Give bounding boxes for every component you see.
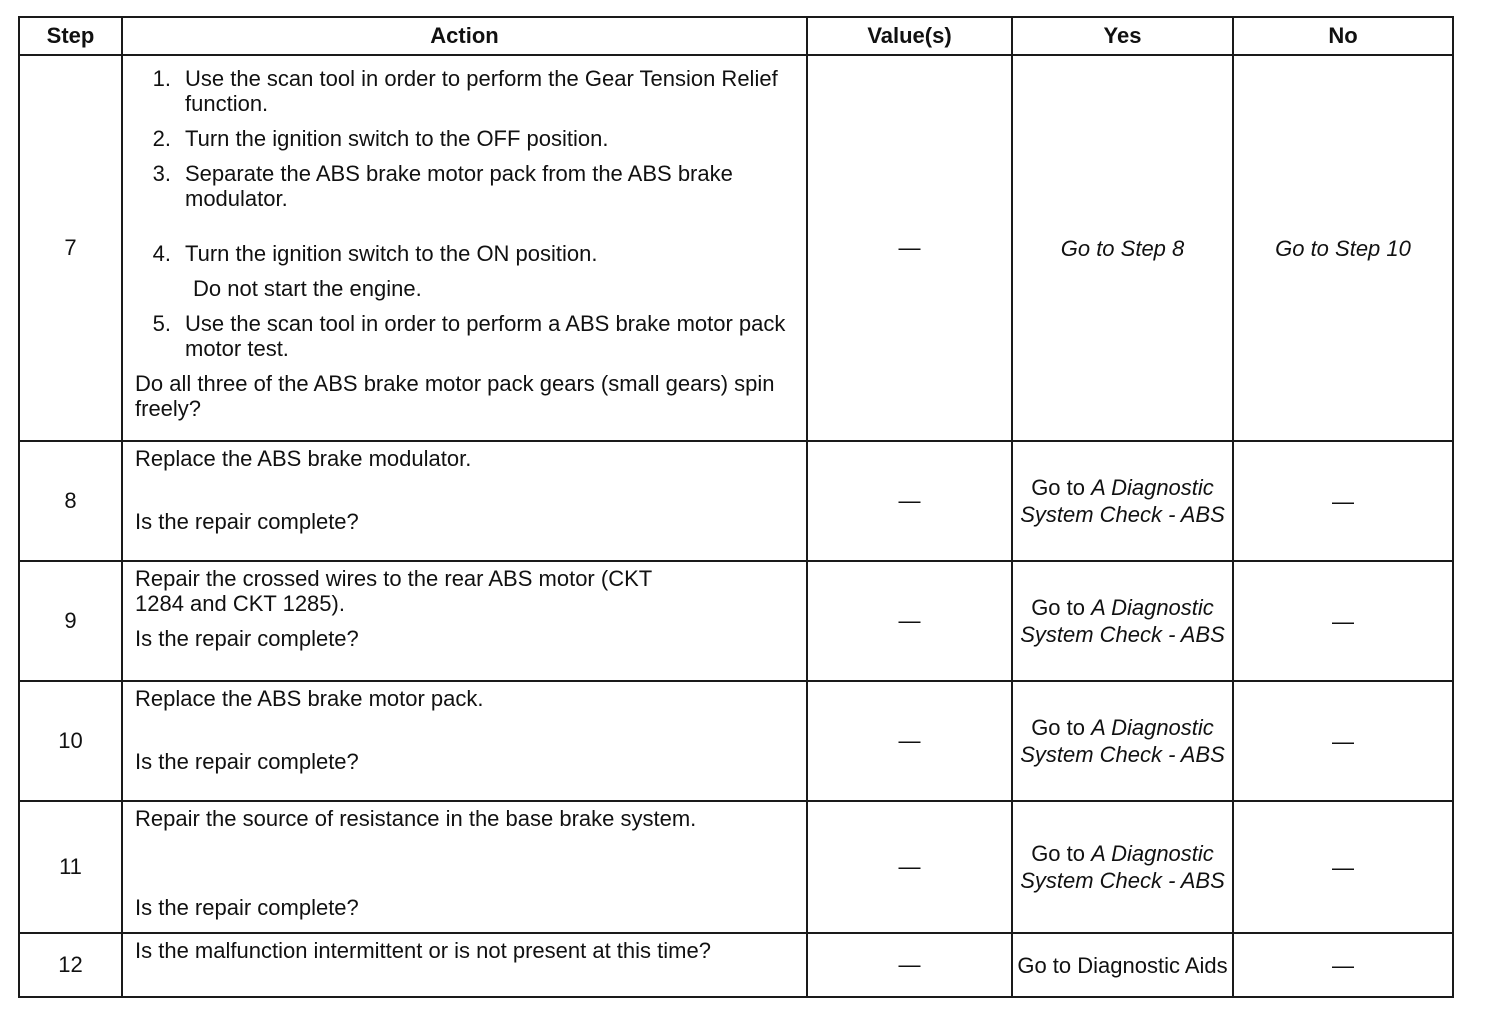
action-cell bbox=[122, 561, 807, 681]
table-row bbox=[19, 681, 1453, 801]
yes-goto-link[interactable]: Go to Step 8 bbox=[1012, 55, 1233, 441]
action-text: Repair the crossed wires to the rear ABS motor (CKT 1284 and CKT 1285). bbox=[135, 566, 652, 616]
yes-goto-link[interactable]: A Diagnostic System Check - ABS bbox=[1020, 595, 1225, 647]
question-text: Is the repair complete? bbox=[135, 626, 359, 651]
list-item: 5. Use the scan tool in order to perform a ABS brake motor pack motor test. bbox=[152, 311, 786, 361]
step-number: 12 bbox=[19, 933, 122, 997]
question-text: Is the repair complete? bbox=[135, 749, 359, 774]
action-cell bbox=[122, 933, 807, 997]
action-text: Replace the ABS brake modulator. bbox=[135, 446, 472, 471]
action-text: Repair the source of resistance in the base brake system. bbox=[135, 806, 697, 831]
action-text: Replace the ABS brake motor pack. bbox=[135, 686, 484, 711]
yes-goto-link[interactable]: A Diagnostic System Check - ABS bbox=[1020, 841, 1225, 893]
no-cell: — bbox=[1233, 441, 1453, 561]
yes-text: Go to Diagnostic Aids bbox=[1017, 952, 1228, 978]
table-row bbox=[19, 561, 1453, 681]
value-cell: — bbox=[807, 681, 1012, 801]
header-no: No bbox=[1233, 17, 1453, 55]
step-number: 7 bbox=[19, 55, 122, 441]
value-cell: — bbox=[807, 55, 1012, 441]
yes-goto-link[interactable] bbox=[1012, 933, 1233, 997]
yes-prefix: Go to bbox=[1031, 595, 1092, 620]
table-row bbox=[19, 933, 1453, 997]
value-cell: — bbox=[807, 561, 1012, 681]
step-number: 9 bbox=[19, 561, 122, 681]
question-text: Is the repair complete? bbox=[135, 895, 359, 920]
yes-goto-link[interactable]: A Diagnostic System Check - ABS bbox=[1020, 715, 1225, 767]
no-goto-link[interactable]: Go to Step 10 bbox=[1233, 55, 1453, 441]
action-cell bbox=[122, 441, 807, 561]
list-item: 1. Use the scan tool in order to perform the Gear Tension Relief function. bbox=[152, 66, 778, 116]
no-cell: — bbox=[1233, 561, 1453, 681]
value-cell: — bbox=[807, 801, 1012, 933]
no-cell: — bbox=[1233, 933, 1453, 997]
action-cell bbox=[122, 801, 807, 933]
step-number: 10 bbox=[19, 681, 122, 801]
list-item: 3. Separate the ABS brake motor pack from the ABS brake modulator. bbox=[152, 161, 733, 211]
header-step: Step bbox=[19, 17, 122, 55]
table-row bbox=[19, 801, 1453, 933]
value-cell: — bbox=[807, 441, 1012, 561]
question-text: Is the repair complete? bbox=[135, 509, 359, 534]
table-row bbox=[19, 441, 1453, 561]
header-row bbox=[19, 17, 1453, 55]
no-cell: — bbox=[1233, 801, 1453, 933]
list-item: 2. Turn the ignition switch to the OFF position. bbox=[152, 126, 609, 151]
table-row bbox=[19, 55, 1453, 441]
action-cell bbox=[122, 55, 807, 441]
yes-cell bbox=[1012, 441, 1233, 561]
question-text: Do all three of the ABS brake motor pack gears (small gears) spin freely? bbox=[135, 371, 775, 421]
step-number: 8 bbox=[19, 441, 122, 561]
diagnostic-table bbox=[18, 16, 1454, 998]
yes-cell bbox=[1012, 561, 1233, 681]
header-values: Value(s) bbox=[807, 17, 1012, 55]
action-steps-list bbox=[135, 66, 796, 361]
list-item: 4. Turn the ignition switch to the ON position. bbox=[152, 241, 598, 266]
list-item-note: Do not start the engine. bbox=[193, 276, 422, 301]
action-cell bbox=[122, 681, 807, 801]
yes-cell bbox=[1012, 681, 1233, 801]
header-action: Action bbox=[122, 17, 807, 55]
step-number: 11 bbox=[19, 801, 122, 933]
yes-prefix: Go to bbox=[1031, 475, 1092, 500]
yes-cell bbox=[1012, 801, 1233, 933]
value-cell: — bbox=[807, 933, 1012, 997]
yes-prefix: Go to bbox=[1031, 841, 1092, 866]
yes-goto-link[interactable]: A Diagnostic System Check - ABS bbox=[1020, 475, 1225, 527]
no-cell: — bbox=[1233, 681, 1453, 801]
question-text: Is the malfunction intermittent or is not present at this time? bbox=[135, 938, 711, 963]
yes-prefix: Go to bbox=[1031, 715, 1092, 740]
header-yes: Yes bbox=[1012, 17, 1233, 55]
